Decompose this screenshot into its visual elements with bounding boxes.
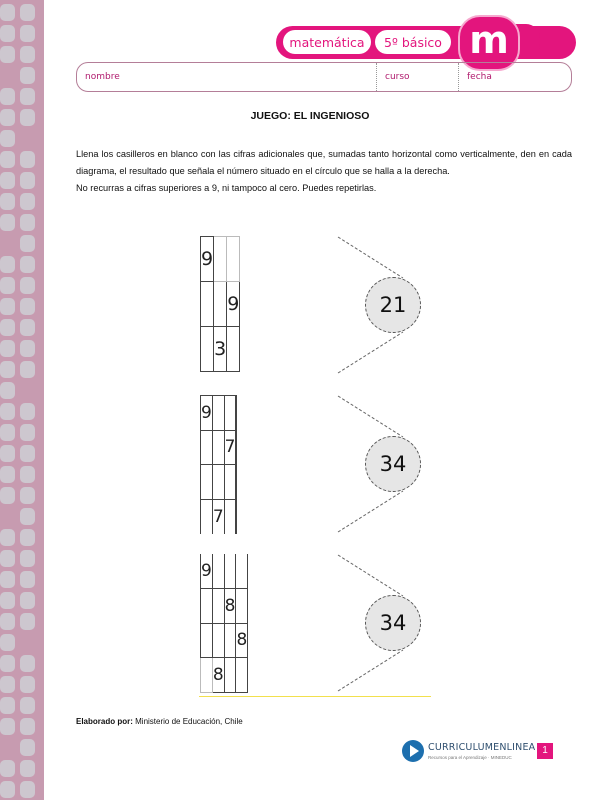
puzzle-grid <box>200 395 237 534</box>
grid-cell[interactable] <box>224 499 236 534</box>
course-label: curso <box>385 72 410 82</box>
decorative-square <box>0 25 15 42</box>
grid-cell[interactable] <box>212 396 224 431</box>
decorative-square <box>0 613 15 630</box>
grade-level-badge: 5º básico <box>375 30 451 54</box>
brand-subtitle: Recursos para el Aprendizaje · MINEDUC <box>428 755 512 760</box>
decorative-square <box>20 676 35 693</box>
decorative-square <box>20 529 35 546</box>
target-sum-circle: 21 <box>365 277 421 333</box>
curriculum-en-linea-logo[interactable] <box>402 740 536 764</box>
grid-cell[interactable]: 9 <box>201 396 213 431</box>
grid-cell[interactable] <box>224 396 236 431</box>
decorative-square <box>0 340 15 357</box>
decorative-square <box>0 214 15 231</box>
decorative-square <box>20 445 35 462</box>
target-sum-circle: 34 <box>365 436 421 492</box>
decorative-square <box>20 172 35 189</box>
decorative-square <box>0 67 15 84</box>
decorative-square <box>20 466 35 483</box>
decorative-square <box>20 382 35 399</box>
decorative-square <box>0 172 15 189</box>
decorative-square <box>20 361 35 378</box>
grid-cell[interactable]: 9 <box>201 554 213 589</box>
grid-cell[interactable] <box>224 658 236 693</box>
decorative-square <box>0 655 15 672</box>
instructions <box>76 146 572 197</box>
decorative-square <box>0 550 15 567</box>
grid-cell[interactable] <box>212 623 224 658</box>
decorative-square <box>20 697 35 714</box>
grid-cell[interactable] <box>236 658 248 693</box>
decorative-square <box>0 592 15 609</box>
decorative-square <box>20 487 35 504</box>
grid-cell[interactable]: 9 <box>227 282 240 327</box>
decorative-square <box>20 46 35 63</box>
grid-cell[interactable]: 7 <box>212 499 224 534</box>
grid-cell[interactable] <box>214 282 227 327</box>
decorative-square <box>0 130 15 147</box>
decorative-square <box>20 718 35 735</box>
decorative-square <box>0 382 15 399</box>
decorative-square <box>0 235 15 252</box>
grid-cell[interactable] <box>201 327 214 372</box>
credit-label: Elaborado por: <box>76 717 133 726</box>
decorative-square <box>20 130 35 147</box>
grid-cell[interactable]: 7 <box>224 430 236 465</box>
decorative-square <box>0 571 15 588</box>
decorative-square <box>0 487 15 504</box>
decorative-square <box>20 403 35 420</box>
grid-cell[interactable] <box>201 499 213 534</box>
decorative-square <box>0 760 15 777</box>
decorative-square <box>20 25 35 42</box>
decorative-square <box>0 88 15 105</box>
grid-cell[interactable] <box>236 589 248 624</box>
decorative-square <box>0 193 15 210</box>
decorative-square <box>20 424 35 441</box>
grid-cell[interactable] <box>201 623 213 658</box>
name-label: nombre <box>85 72 120 82</box>
page-title: JUEGO: EL INGENIOSO <box>250 110 370 122</box>
grid-cell[interactable] <box>224 554 236 589</box>
grid-cell[interactable] <box>224 465 236 500</box>
decorative-square <box>20 319 35 336</box>
grid-cell[interactable] <box>236 554 248 589</box>
grid-cell[interactable] <box>212 554 224 589</box>
grid-cell[interactable] <box>236 499 237 534</box>
decorative-square <box>20 277 35 294</box>
decorative-square <box>0 277 15 294</box>
puzzle-grid <box>200 554 248 693</box>
instruction-paragraph: Llena los casilleros en blanco con las cifras adicionales que, sumadas tanto horizontal como verticalmente, den en cada diagrama, el resultado que señala el número situado en el círculo que se halla a la derecha. <box>76 149 572 176</box>
decorative-square <box>0 151 15 168</box>
decorative-square <box>0 361 15 378</box>
brand-name: CURRICULUMENLINEA <box>428 742 536 753</box>
grid-cell[interactable]: 8 <box>224 589 236 624</box>
divider-line <box>199 696 431 697</box>
decorative-square <box>20 508 35 525</box>
decorative-square <box>0 256 15 273</box>
grid-cell[interactable] <box>212 589 224 624</box>
grid-cell[interactable] <box>236 396 237 431</box>
subject-badge: matemática <box>283 30 371 54</box>
credit-value: Ministerio de Educación, Chile <box>135 717 243 726</box>
decorative-square <box>20 739 35 756</box>
decorative-square <box>20 760 35 777</box>
student-info-row <box>76 62 572 92</box>
date-field[interactable] <box>458 63 571 91</box>
decorative-square <box>0 697 15 714</box>
decorative-square <box>0 4 15 21</box>
decorative-square <box>20 235 35 252</box>
grid-cell[interactable] <box>214 237 227 282</box>
instruction-paragraph: No recurras a cifras superiores a 9, ni tampoco al cero. Puedes repetirlas. <box>76 183 377 193</box>
decorative-square <box>20 613 35 630</box>
grid-cell[interactable] <box>201 282 214 327</box>
grid-cell[interactable] <box>201 430 213 465</box>
decorative-square <box>0 508 15 525</box>
decorative-square <box>20 592 35 609</box>
grid-cell[interactable] <box>236 465 237 500</box>
name-field[interactable] <box>77 63 376 91</box>
decorative-square <box>20 571 35 588</box>
decorative-square <box>20 550 35 567</box>
grid-cell[interactable]: 9 <box>201 237 214 282</box>
play-arrow-icon <box>402 740 424 762</box>
course-field[interactable] <box>376 63 458 91</box>
target-sum-circle: 34 <box>365 595 421 651</box>
decorative-square <box>0 424 15 441</box>
decorative-square <box>20 256 35 273</box>
grid-cell[interactable] <box>227 237 240 282</box>
date-label: fecha <box>467 72 492 82</box>
grid-cell[interactable] <box>212 465 224 500</box>
grid-cell[interactable] <box>224 623 236 658</box>
decorative-square <box>0 634 15 651</box>
grid-cell[interactable] <box>212 430 224 465</box>
decorative-square <box>20 193 35 210</box>
decorative-square <box>0 781 15 798</box>
grid-cell[interactable] <box>227 327 240 372</box>
decorative-square <box>20 298 35 315</box>
decorative-square <box>0 319 15 336</box>
decorative-square <box>20 151 35 168</box>
decorative-square <box>0 676 15 693</box>
puzzle-grid <box>200 236 240 372</box>
decorative-square <box>0 445 15 462</box>
decorative-square <box>0 46 15 63</box>
decorative-square <box>0 529 15 546</box>
decorative-square <box>20 781 35 798</box>
grid-cell[interactable] <box>201 658 213 693</box>
decorative-square <box>20 340 35 357</box>
decorative-square <box>20 634 35 651</box>
decorative-square <box>0 298 15 315</box>
decorative-square <box>20 655 35 672</box>
grid-cell[interactable]: 8 <box>212 658 224 693</box>
subject-logo: m <box>458 15 520 71</box>
decorative-square <box>0 739 15 756</box>
grid-cell[interactable] <box>236 430 237 465</box>
footer-credit <box>76 717 243 726</box>
grid-cell[interactable] <box>201 465 213 500</box>
decorative-square <box>20 88 35 105</box>
grid-cell[interactable]: 8 <box>236 623 248 658</box>
decorative-square <box>0 718 15 735</box>
decorative-square <box>0 466 15 483</box>
grid-cell[interactable]: 3 <box>214 327 227 372</box>
grid-cell[interactable] <box>201 589 213 624</box>
page-number: 1 <box>537 743 553 759</box>
decorative-square <box>20 214 35 231</box>
decorative-square <box>0 403 15 420</box>
decorative-square <box>20 67 35 84</box>
decorative-square <box>20 4 35 21</box>
